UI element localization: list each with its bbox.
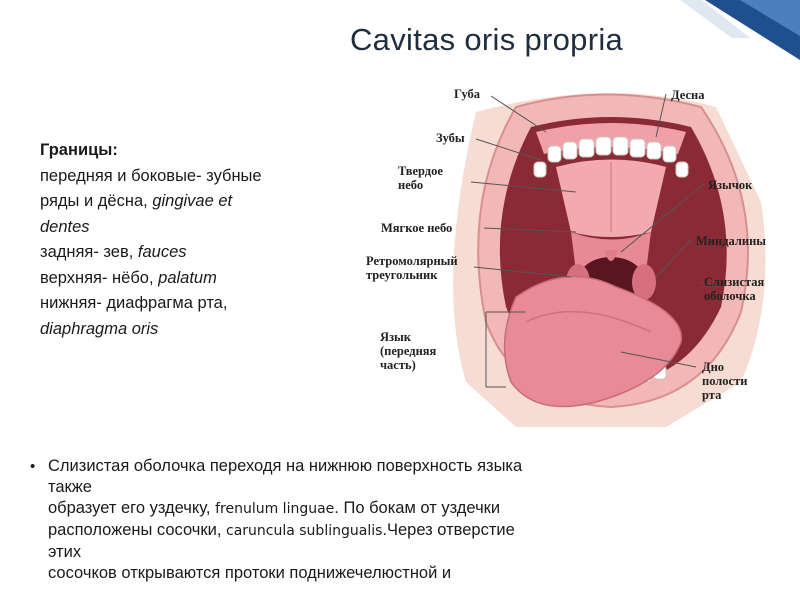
- label-yazychok: Язычок: [708, 178, 753, 192]
- borders-line: задняя- зев, fauces: [40, 243, 187, 261]
- label-guba: Губа: [454, 87, 481, 101]
- page-title: Cavitas oris propria: [350, 22, 624, 57]
- label-slizistaya: Слизистая оболочка: [704, 275, 765, 303]
- label-tverdoe-nebo: Твердое небо: [398, 164, 443, 192]
- label-desna: Десна: [671, 88, 705, 102]
- borders-heading: Границы:: [40, 141, 118, 159]
- borders-line: нижняя- диафрагма рта,: [40, 294, 228, 312]
- bullet-dot: •: [30, 458, 36, 475]
- borders-line: передняя и боковые- зубные: [40, 166, 262, 185]
- label-yazyk: Язык (передняя часть): [380, 330, 437, 372]
- label-mindaliny: Миндалины: [696, 234, 767, 248]
- corner-decoration: [680, 0, 800, 60]
- borders-text: [40, 138, 350, 342]
- borders-line: ряды и дёсна, gingivae et: [40, 192, 233, 210]
- label-myagkoe-nebo: Мягкое небо: [381, 221, 453, 235]
- label-zuby: Зубы: [436, 131, 465, 145]
- borders-line: верхняя- нёбо, palatum: [40, 268, 217, 287]
- label-dno-polosti: Дно полости рта: [702, 360, 748, 402]
- borders-line: diaphragma oris: [40, 319, 159, 338]
- oral-cavity-illustration: [366, 82, 796, 427]
- borders-line: dentes: [40, 217, 90, 236]
- bullet-text: Слизистая оболочка переходя на нижнюю поверхность языка также образует его уздечку, frenulum linguae. По бокам от уздечки расположены сосочки, caruncula sublingualis.Через отверстие этих сосочков открываются протоки поднижечелюстной и: [48, 457, 523, 582]
- label-retromolyarny: Ретромолярный треугольник: [366, 254, 458, 282]
